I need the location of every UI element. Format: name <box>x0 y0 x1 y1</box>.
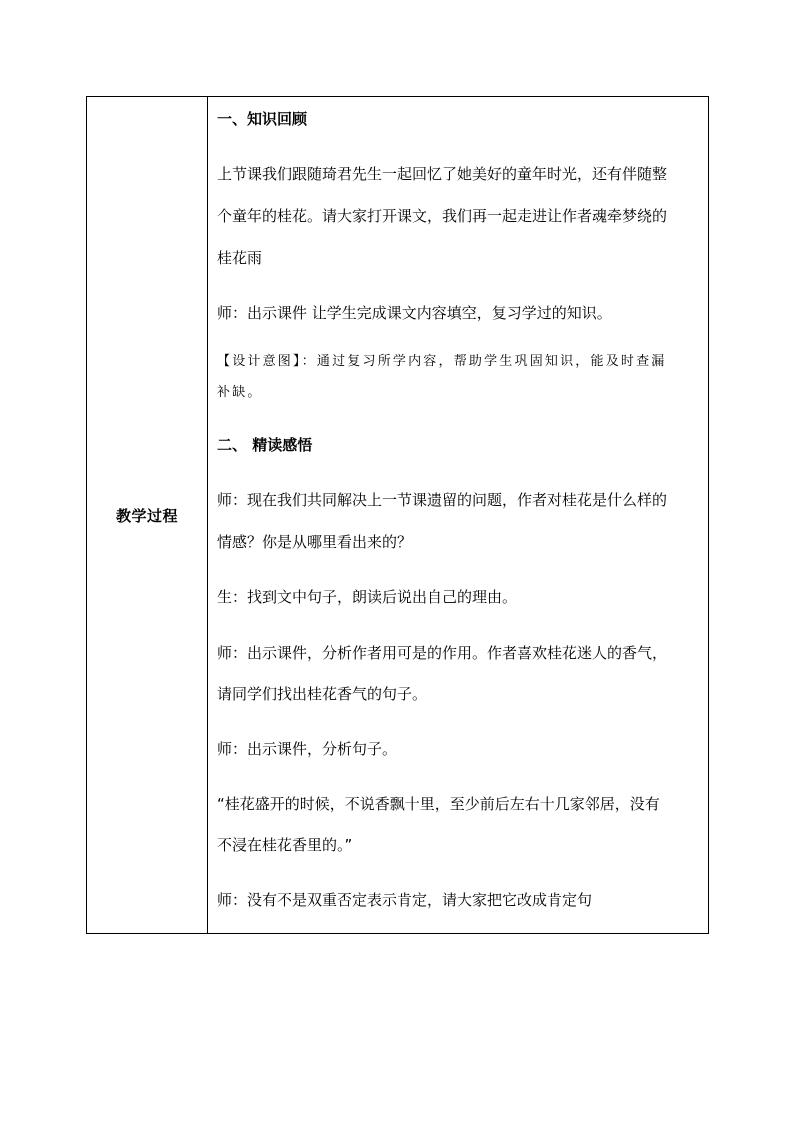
quote-line: “桂花盛开的时候，不说香飘十里，至少前后左右十几家邻居，没有 <box>217 795 660 813</box>
paragraph-line: 上节课我们跟随琦君先生一起回忆了她美好的童年时光，还有伴随整 <box>217 165 668 183</box>
content-cell <box>208 97 708 933</box>
paragraph-line: 桂花雨 <box>217 249 263 267</box>
paragraph-line: 个童年的桂花。请大家打开课文，我们再一起走进让作者魂牵梦绕的 <box>217 207 668 225</box>
row-label-cell <box>87 97 208 933</box>
paragraph-line: 师：出示课件，分析句子。 <box>217 740 398 758</box>
design-intent-line: 【设计意图】：通过复习所学内容，帮助学生巩固知识，能及时查漏 <box>217 354 667 369</box>
section-heading-reading: 二、 精读感悟 <box>217 436 313 454</box>
paragraph-line: 师：没有不是双重否定表示肯定，请大家把它改成肯定句 <box>217 891 593 909</box>
paragraph-line: 师：出示课件，分析作者用可是的作用。作者喜欢桂花迷人的香气， <box>217 644 668 662</box>
design-intent-line: 补缺。 <box>217 385 263 400</box>
quote-line: 不浸在桂花香里的。” <box>217 836 353 854</box>
lesson-table <box>86 96 709 934</box>
paragraph-line: 师：出示课件 让学生完成课文内容填空，复习学过的知识。 <box>217 304 612 322</box>
paragraph-line: 师：现在我们共同解决上一节课遗留的问题，作者对桂花是什么样的 <box>217 491 668 509</box>
section-heading-review: 一、知识回顾 <box>217 110 308 128</box>
row-label: 教学过程 <box>115 506 178 525</box>
paragraph-line: 生：找到文中句子，朗读后说出自己的理由。 <box>217 588 518 606</box>
paragraph-line: 情感？你是从哪里看出来的？ <box>217 533 413 551</box>
paragraph-line: 请同学们找出桂花香气的句子。 <box>217 685 428 703</box>
